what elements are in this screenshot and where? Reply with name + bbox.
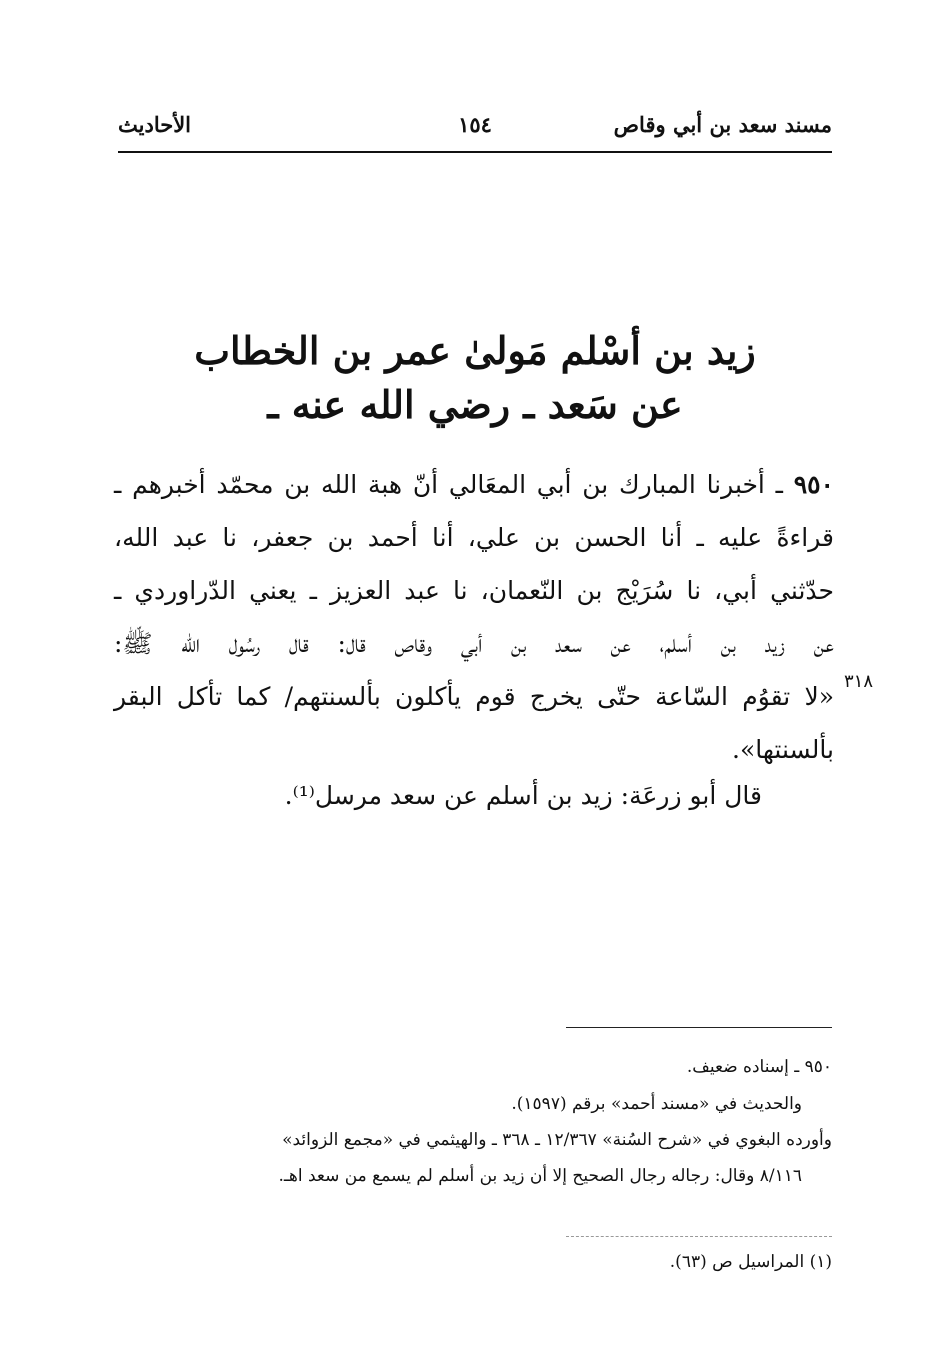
header-rule — [118, 151, 832, 153]
footnote-1: (١) المراسيل ص (٦٣). — [669, 1252, 832, 1272]
hadith-line: حدّثني أبي، نا سُرَيْج بن النّعمان، نا عبد العزيز ـ يعني الدّراوردي ـ — [114, 576, 834, 605]
footnote-line: ٨/١١٦ وقال: رجاله رجال الصحيح إلا أن زيد بن أسلم لم يسمع من سعد اهـ. — [278, 1166, 802, 1186]
footnote-rule — [566, 1027, 832, 1028]
header-section-title: الأحاديث — [118, 112, 192, 137]
chapter-title: زيد بن أسْلم مَولىٰ عمر بن الخطاب — [194, 328, 756, 373]
hadith-line: ٩٥٠ ـ أخبرنا المبارك بن أبي المعَالي أنّ هبة الله بن محمّد أخبرهم ـ — [114, 470, 834, 499]
page-number: ١٥٤ — [458, 112, 492, 137]
abu-zura-comment: قال أبو زرعَة: زيد بن أسلم عن سعد مرسل⁽¹⁾. — [284, 781, 762, 810]
hadith-text — [114, 458, 834, 776]
footnote-line: ٩٥٠ ـ إسناده ضعيف. — [686, 1057, 832, 1077]
chapter-subtitle: عن سَعد ـ رضي الله عنه ـ — [267, 382, 683, 427]
hadith-line: قراءةً عليه ـ أنا الحسن بن علي، أنا أحمد بن جعفر، نا عبد الله، — [114, 523, 834, 552]
running-header — [118, 112, 832, 148]
header-book-title: مسند سعد بن أبي وقاص — [613, 112, 832, 137]
hadith-line: «لا تقوُم السّاعة حتّى يخرج قوم يأكلون بألسنتهم/ كما تأكل البقر — [114, 682, 834, 711]
margin-page-reference: ٣١٨ — [844, 671, 874, 692]
hadith-number: ٩٥٠ — [793, 470, 834, 499]
hadith-line: عن زيد بن أسلم، عن سعد بن أبي وقاص قال: قال رسُول الله ﷺ: — [114, 629, 834, 658]
footnote-line: وأورده البغوي في «شرح السُنة» ١٢/٣٦٧ ـ ٣٦٨ ـ والهيثمي في «مجمع الزوائد» — [282, 1130, 832, 1150]
hadith-line: بألسنتها». — [732, 735, 834, 764]
footnote-separator — [566, 1236, 832, 1237]
footnote-line: والحديث في «مسند أحمد» برقم (١٥٩٧). — [511, 1094, 802, 1114]
